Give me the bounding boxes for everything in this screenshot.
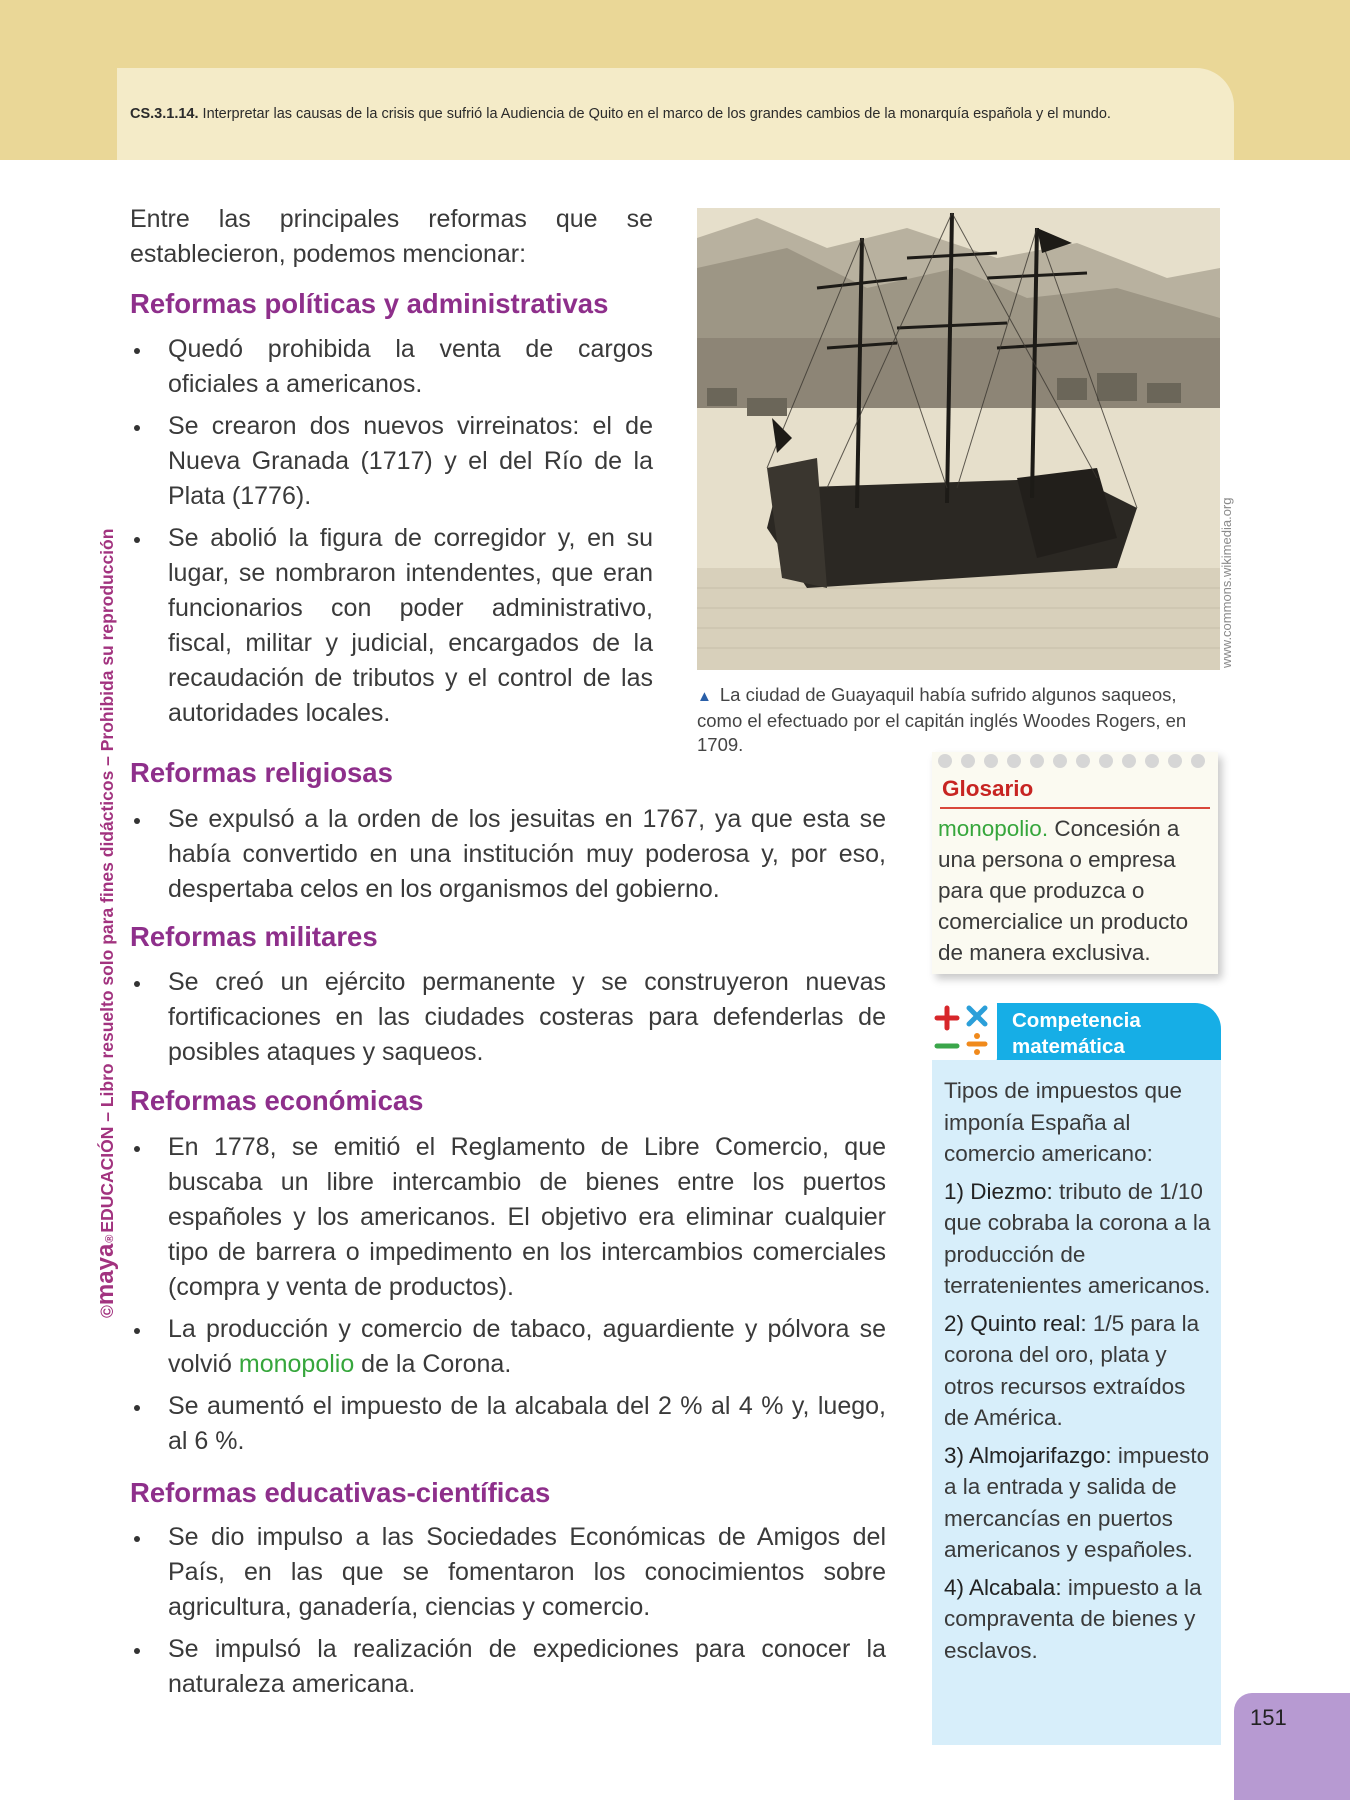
- caption-text: La ciudad de Guayaquil había sufrido algunos saqueos, como el efectuado por el capitán inglés Woodes Rogers, en 1709.: [697, 684, 1187, 755]
- intro-paragraph: Entre las principales reformas que se establecieron, podemos mencionar:: [130, 205, 653, 268]
- list-item: Se impulsó la realización de expediciones para conocer la naturaleza americana.: [130, 1632, 886, 1702]
- heading-religiosas: Reformas religiosas: [130, 757, 393, 788]
- glossary-term: monopolio.: [938, 816, 1049, 841]
- heading-politicas: Reformas políticas y administrativas: [130, 288, 609, 319]
- competencia-title: Competencia matemática: [1012, 1009, 1141, 1058]
- heading-militares: Reformas militares: [130, 921, 378, 952]
- ship-illustration: [697, 208, 1220, 670]
- list-economicas: [130, 1130, 886, 1466]
- skill-objective: [130, 106, 1111, 122]
- figure-caption: [697, 683, 1225, 757]
- tax-item: 1) Diezmo: tributo de 1/10 que cobraba la corona a la producción de terratenientes americanos.: [944, 1178, 1211, 1298]
- list-item: Se dio impulso a las Sociedades Económicas de Amigos del País, en las que se fomentaron los conocimientos sobre agricultura, ganadería, ciencias y comercio.: [130, 1520, 886, 1625]
- triangle-icon: ▲: [697, 688, 712, 705]
- tax-item: 4) Alcabala: impuesto a la compraventa de bienes y esclavos.: [944, 1574, 1202, 1663]
- divider: [940, 807, 1210, 809]
- list-educativas: [130, 1520, 886, 1709]
- tax-item: 3) Almojarifazgo: impuesto a la entrada y salida de mercancías en puertos americanos y españoles.: [944, 1442, 1210, 1562]
- copyright-notice: [92, 478, 118, 1318]
- glossary-title: Glosario: [942, 776, 1034, 801]
- heading-economicas: Reformas económicas: [130, 1085, 424, 1116]
- competencia-intro: Tipos de impuestos que imponía España al comercio americano:: [944, 1078, 1183, 1166]
- list-item: [130, 1312, 886, 1382]
- registered-symbol: ®: [104, 1234, 116, 1243]
- list-militares: [130, 965, 886, 1077]
- glossary-entry: [938, 813, 1214, 968]
- tax-item: 2) Quinto real: 1/5 para la corona del oro, plata y otros recursos extraídos de América.: [944, 1310, 1200, 1430]
- heading-educativas: Reformas educativas-científicas: [130, 1477, 551, 1508]
- skill-text: Interpretar las causas de la crisis que sufrió la Audiencia de Quito en el marco de los grandes cambios de la monarquía española y el mundo.: [202, 106, 1111, 122]
- list-politicas: [130, 332, 653, 738]
- copyright-text: EDUCACIÓN – Libro resuelto solo para fines didácticos – Prohibida su reproducción: [97, 528, 117, 1233]
- glossary-definition: Concesión a una persona o empresa para que produzca o comercialice un producto de manera exclusiva.: [938, 816, 1189, 965]
- competencia-content: [944, 1075, 1212, 1672]
- list-item: Se aumentó el impuesto de la alcabala del 2 % al 4 % y, luego, al 6 %.: [130, 1389, 886, 1459]
- list-item: Se crearon dos nuevos virreinatos: el de Nueva Granada (1717) y el del Río de la Plata (1776).: [130, 409, 653, 514]
- copyright-symbol: ©: [97, 1305, 117, 1318]
- glossary-term-link[interactable]: monopolio: [238, 1350, 355, 1378]
- list-item: Se expulsó a la orden de los jesuitas en 1767, ya que esta se había convertido en una institución muy poderosa y, por eso, despertaba celos en los organismos del gobierno.: [130, 802, 886, 907]
- ship-engraving-image: [697, 208, 1220, 670]
- spiral-binding: [932, 752, 1218, 774]
- item-text: de la Corona.: [354, 1350, 512, 1378]
- list-item: Se creó un ejército permanente y se construyeron nuevas fortificaciones en las ciudades costeras para defenderlas de posibles ataques y saqueos.: [130, 965, 886, 1070]
- item-text: La producción y comercio de tabaco, aguardiente y pólvora se volvió: [168, 1315, 886, 1378]
- skill-code: CS.3.1.14.: [130, 106, 199, 122]
- list-item: Quedó prohibida la venta de cargos oficiales a americanos.: [130, 332, 653, 402]
- page-number: 151: [1250, 1705, 1287, 1730]
- glossary-box: [932, 752, 1218, 974]
- math-operators-icon: [929, 998, 997, 1064]
- photo-credit: www.commons.wikimedia.org: [1219, 497, 1234, 668]
- publisher-logo: maya: [92, 1243, 119, 1306]
- list-item: Se abolió la figura de corregidor y, en su lugar, se nombraron intendentes, que eran funcionarios con poder administrativo, fiscal, militar y judicial, encargados de la recaudación de tributos y el control de las autoridades locales.: [130, 521, 653, 731]
- list-religiosas: [130, 802, 886, 914]
- list-item: En 1778, se emitió el Reglamento de Libre Comercio, que buscaba un libre intercambio de bienes entre los puertos españoles y los americanos. El objetivo era eliminar cualquier tipo de barrera o impedimento en los intercambios comerciales (compra y venta de productos).: [130, 1130, 886, 1305]
